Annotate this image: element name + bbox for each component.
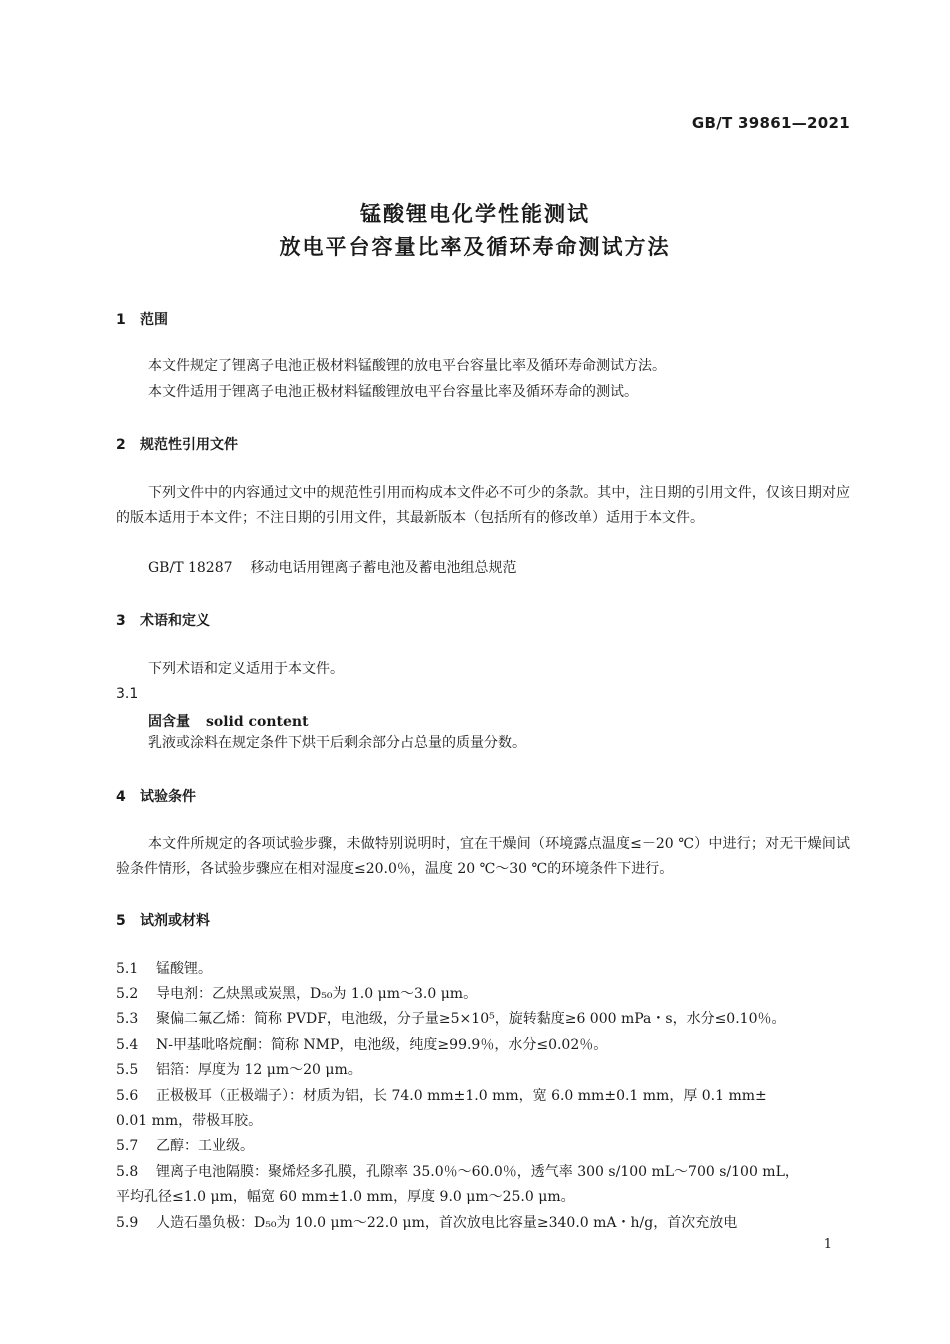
standard-number: GB/T 39861—2021 bbox=[691, 114, 850, 132]
list-item bbox=[116, 1007, 850, 1032]
item-number: 5.2 bbox=[116, 986, 139, 1002]
subclause-number: 3.1 bbox=[116, 686, 139, 702]
reference-title: 移动电话用锂离子蓄电池及蓄电池组总规范 bbox=[250, 560, 517, 576]
item-number: 5.8 bbox=[116, 1164, 139, 1180]
normative-reference bbox=[148, 556, 850, 581]
list-item bbox=[116, 1084, 850, 1109]
term-chinese: 固含量 bbox=[148, 714, 190, 730]
list-item bbox=[116, 1160, 850, 1185]
section-2-heading bbox=[116, 434, 238, 454]
item-text: 乙醇：工业级。 bbox=[156, 1138, 254, 1154]
item-number: 5.6 bbox=[116, 1088, 139, 1104]
section-number: 4 bbox=[116, 789, 126, 805]
term-english: solid content bbox=[206, 714, 309, 730]
section-title: 试验条件 bbox=[140, 789, 196, 805]
item-text: 人造石墨负极：D₅₀为 10.0 μm～22.0 μm，首次放电比容量≥340.0 mA・h/g，首次充放电 bbox=[156, 1215, 738, 1231]
item-text: 锂离子电池隔膜：聚烯烃多孔膜，孔隙率 35.0％～60.0％，透气率 300 s/100 mL～700 s/100 mL， bbox=[156, 1164, 799, 1180]
section-title: 试剂或材料 bbox=[140, 913, 210, 929]
section-1-heading bbox=[116, 309, 168, 329]
item-number: 5.1 bbox=[116, 961, 139, 977]
section-title: 规范性引用文件 bbox=[140, 437, 238, 453]
section-1-paragraph-1: 本文件规定了锂离子电池正极材料锰酸锂的放电平台容量比率及循环寿命测试方法。 bbox=[148, 358, 666, 374]
section-2-paragraph-1: 下列文件中的内容通过文中的规范性引用而构成本文件必不可少的条款。其中，注日期的引用文件，仅该日期对应的版本适用于本文件；不注日期的引用文件，其最新版本（包括所有的修改单）适用于本文件。 bbox=[116, 485, 850, 526]
list-item-continuation: 平均孔径≤1.0 μm，幅宽 60 mm±1.0 mm，厚度 9.0 μm～25.0 μm。 bbox=[116, 1189, 575, 1205]
section-5-heading bbox=[116, 910, 210, 930]
list-item bbox=[116, 957, 850, 982]
item-number: 5.5 bbox=[116, 1062, 139, 1078]
item-text: 铝箔：厚度为 12 μm～20 μm。 bbox=[156, 1062, 362, 1078]
section-3-heading bbox=[116, 610, 210, 630]
item-text: 聚偏二氟乙烯：简称 PVDF，电池级，分子量≥5×10⁵，旋转黏度≥6 000 mPa・s，水分≤0.10％。 bbox=[156, 1011, 786, 1027]
item-number: 5.9 bbox=[116, 1215, 139, 1231]
list-item bbox=[116, 1211, 850, 1236]
list-item bbox=[116, 1134, 850, 1159]
item-number: 5.7 bbox=[116, 1138, 139, 1154]
document-title-line2: 放电平台容量比率及循环寿命测试方法 bbox=[279, 235, 671, 259]
list-item-continuation: 0.01 mm，带极耳胶。 bbox=[116, 1113, 263, 1129]
item-text: 导电剂：乙炔黑或炭黑，D₅₀为 1.0 μm～3.0 μm。 bbox=[156, 986, 478, 1002]
section-1-paragraph-2: 本文件适用于锂离子电池正极材料锰酸锂放电平台容量比率及循环寿命的测试。 bbox=[148, 384, 638, 400]
section-3-paragraph-1: 下列术语和定义适用于本文件。 bbox=[148, 661, 344, 677]
term-entry bbox=[148, 711, 309, 731]
item-number: 5.4 bbox=[116, 1037, 139, 1053]
item-text: N-甲基吡咯烷酮：简称 NMP，电池级，纯度≥99.9％，水分≤0.02％。 bbox=[156, 1037, 608, 1053]
section-title: 范围 bbox=[140, 312, 168, 328]
item-text: 正极极耳（正极端子）：材质为铝，长 74.0 mm±1.0 mm，宽 6.0 mm±0.1 mm，厚 0.1 mm± bbox=[156, 1088, 767, 1104]
section-4-heading bbox=[116, 786, 196, 806]
section-number: 3 bbox=[116, 613, 126, 629]
page-number: 1 bbox=[823, 1237, 832, 1252]
item-text: 锰酸锂。 bbox=[156, 961, 212, 977]
section-title: 术语和定义 bbox=[140, 613, 210, 629]
section-4-paragraph-1: 本文件所规定的各项试验步骤，未做特别说明时，宜在干燥间（环境露点温度≤－20 ℃）中进行；对无干燥间试验条件情形，各试验步骤应在相对湿度≤20.0％，温度 20 ℃～30 ℃的环境条件下进行。 bbox=[116, 836, 850, 877]
list-item bbox=[116, 1058, 850, 1083]
document-title-line1: 锰酸锂电化学性能测试 bbox=[360, 202, 590, 226]
reference-code: GB/T 18287 bbox=[148, 560, 233, 576]
list-item bbox=[116, 1033, 850, 1058]
section-number: 2 bbox=[116, 437, 126, 453]
item-number: 5.3 bbox=[116, 1011, 139, 1027]
term-definition: 乳液或涂料在规定条件下烘干后剩余部分占总量的质量分数。 bbox=[148, 735, 526, 751]
section-number: 1 bbox=[116, 312, 126, 328]
section-number: 5 bbox=[116, 913, 126, 929]
list-item bbox=[116, 982, 850, 1007]
